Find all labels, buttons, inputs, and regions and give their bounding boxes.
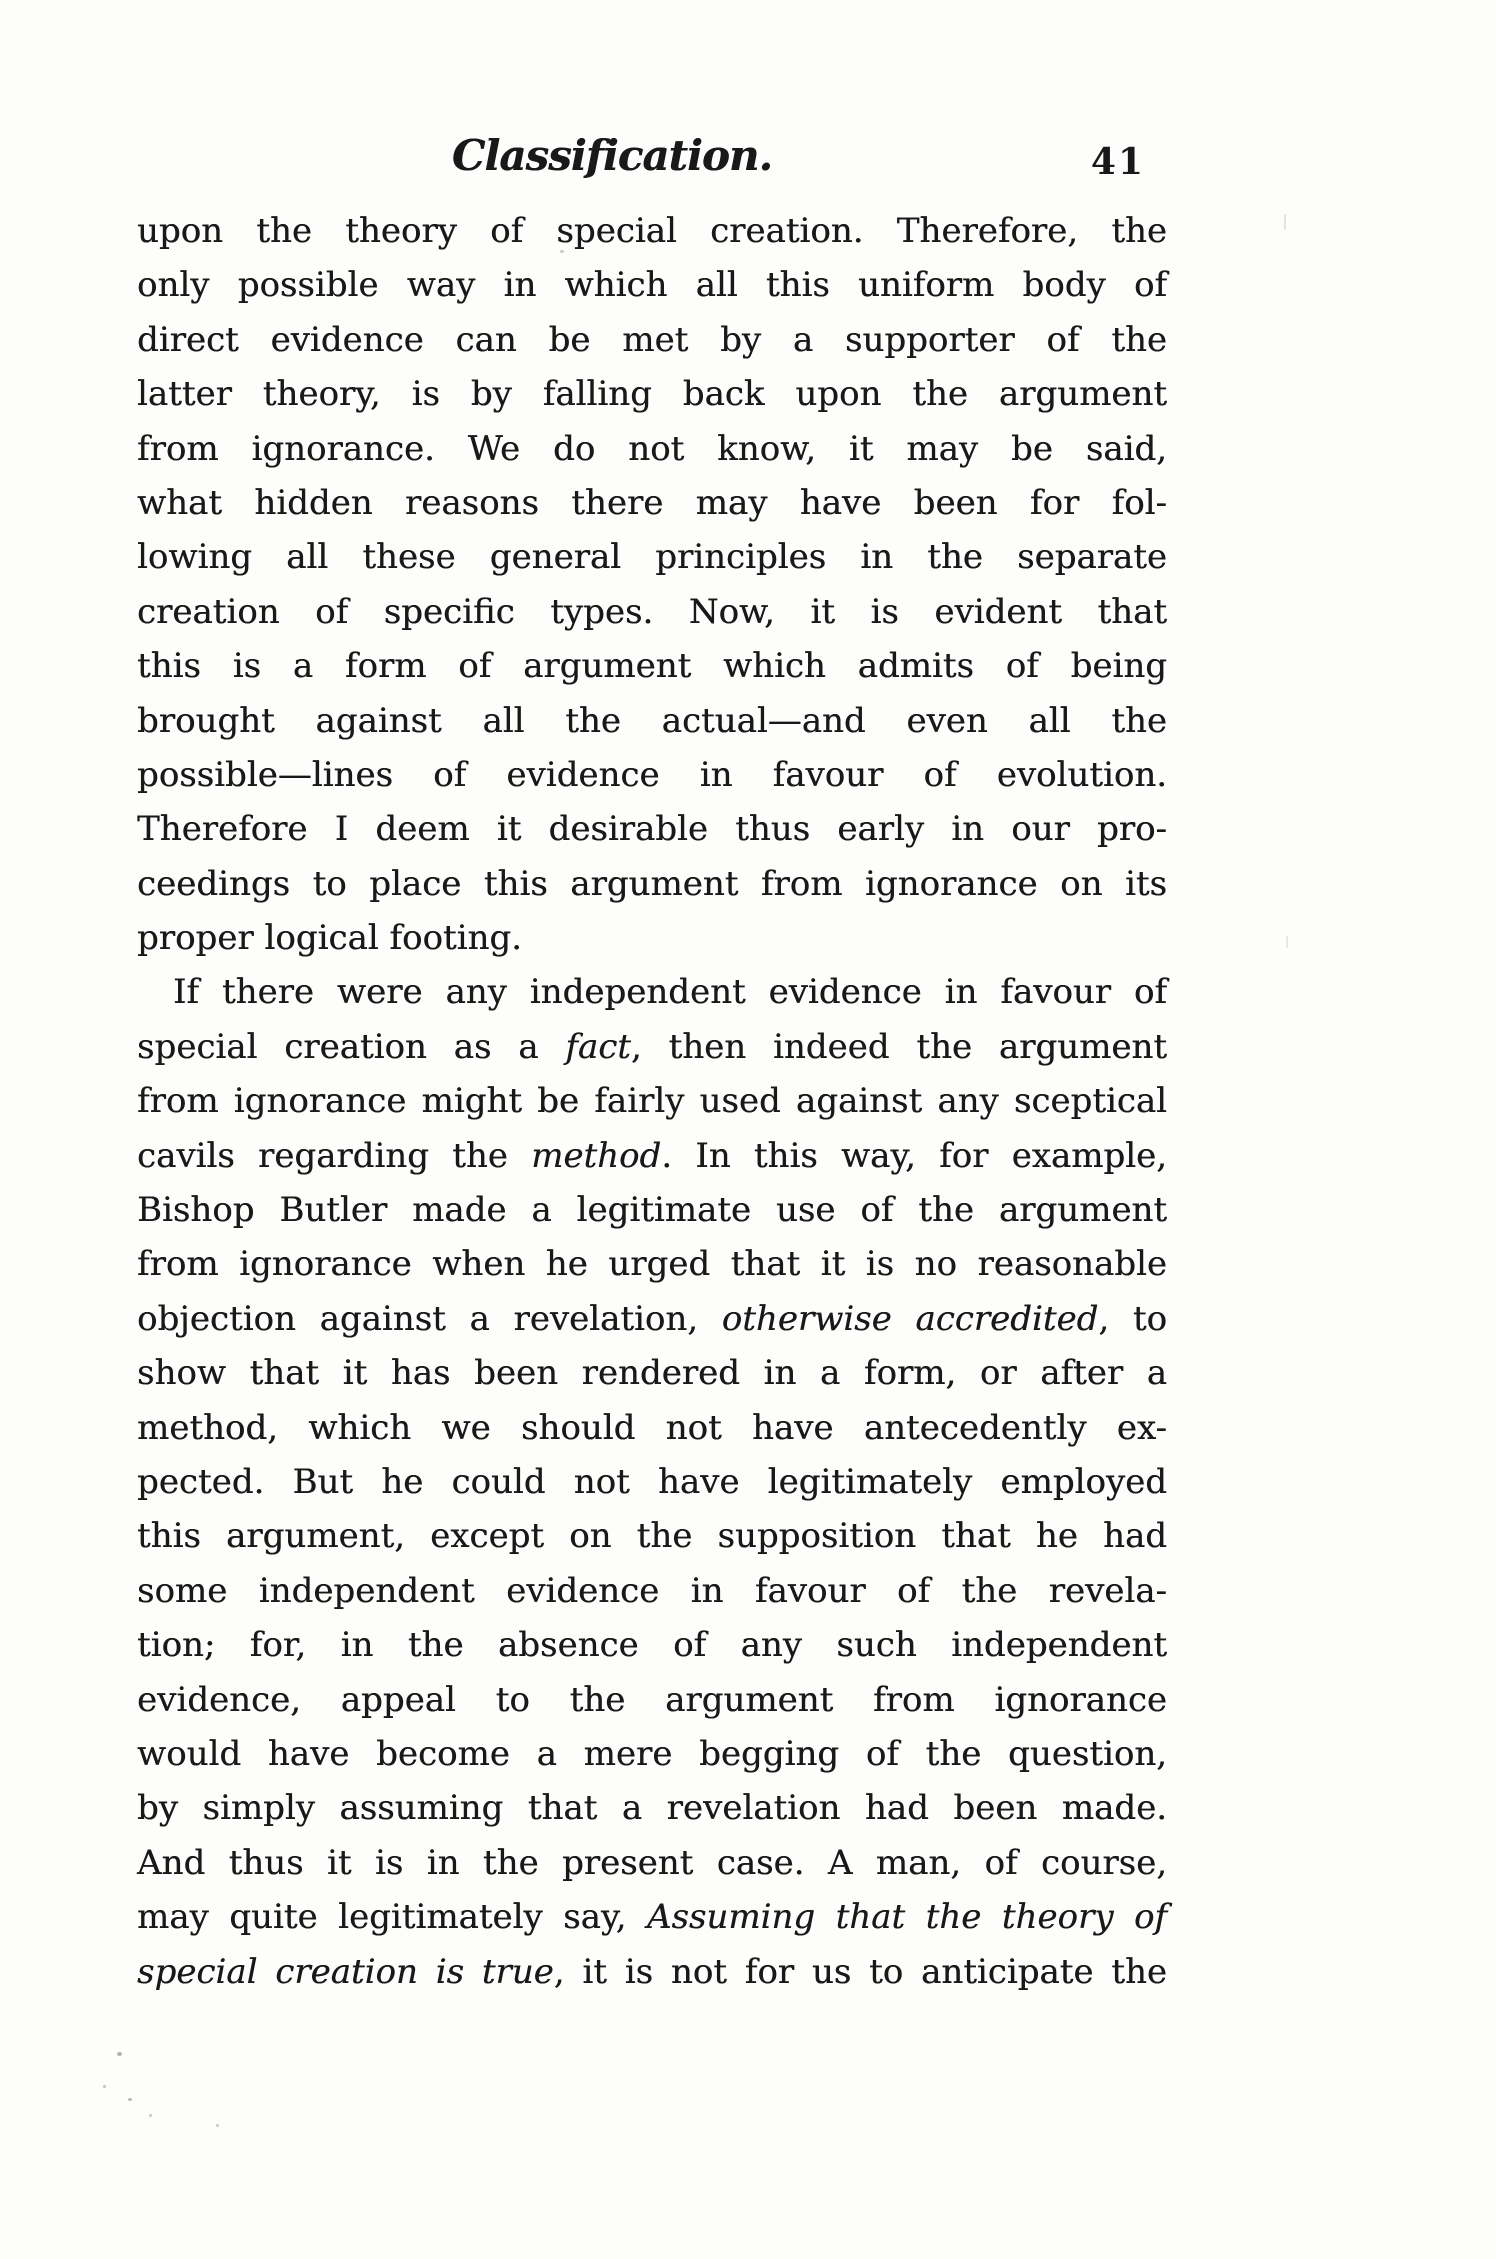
text-line [137,258,1167,312]
text-line [137,1020,1167,1074]
text-line [137,1564,1167,1618]
text-segment: direct evidence can be met by a supporter of the [137,319,1167,360]
text-segment: evidence, appeal to the argument from ignorance [137,1679,1167,1720]
text-line [137,367,1167,421]
text-segment: If there were any independent evidence in favour of [173,972,1167,1013]
text-segment: , to [1098,1298,1168,1339]
text-segment: special creation as a [137,1026,566,1067]
scan-artifact [149,2114,152,2117]
text-segment: creation of specific types. Now, it is evident that [137,591,1167,632]
text-line [137,530,1167,584]
text-segment: this argument, except on the supposition that he had [137,1516,1167,1557]
text-segment: method, which we should not have antecedently ex- [137,1407,1167,1448]
text-segment: from ignorance might be fairly used against any sceptical [137,1081,1167,1122]
text-segment: proper logical footing. [137,918,522,959]
text-line [137,1945,1167,1999]
text-line [137,857,1167,911]
paragraph [137,204,1167,965]
text-segment: possible—lines of evidence in favour of evolution. [137,754,1167,795]
text-line [137,1727,1167,1781]
text-line [137,1074,1167,1128]
text-line [137,1890,1167,1944]
text-line [137,1509,1167,1563]
text-segment: objection against a revelation, [137,1298,722,1339]
scan-artifact [216,2124,219,2127]
text-segment: Therefore I deem it desirable thus early in our pro- [137,809,1167,850]
text-line [137,1346,1167,1400]
italic-text-segment: Assuming that the theory of [646,1897,1167,1938]
text-line [137,1292,1167,1346]
text-segment: this is a form of argument which admits of being [137,646,1167,687]
text-line [137,802,1167,856]
text-line [137,1455,1167,1509]
page-header [137,128,1167,188]
text-line [137,639,1167,693]
text-segment: brought against all the actual—and even all the [137,700,1167,741]
text-line [137,694,1167,748]
text-line [137,204,1167,258]
text-segment: only possible way in which all this uniform body of [137,265,1167,306]
text-segment: may quite legitimately say, [137,1897,647,1938]
italic-text-segment: fact [565,1026,631,1067]
text-line [137,1781,1167,1835]
text-segment: , then indeed the argument [630,1026,1167,1067]
italic-text-segment: special creation is true [137,1951,554,1992]
text-line [137,1673,1167,1727]
text-line [137,911,1167,965]
text-segment: would have become a mere begging of the question, [137,1733,1167,1774]
text-segment: from ignorance when he urged that it is no reasonable [137,1244,1167,1285]
scan-artifact [1284,214,1286,230]
text-segment: tion; for, in the absence of any such independent [137,1625,1167,1666]
text-segment: upon the theory of special creation. Therefore, the [137,211,1167,251]
page-number: 41 [1090,141,1145,183]
text-segment: Bishop Butler made a legitimate use of the argument [137,1190,1167,1231]
text-segment: by simply assuming that a revelation had been made. [137,1788,1167,1829]
text-line [137,1618,1167,1672]
text-segment: ceedings to place this argument from ignorance on its [137,863,1167,904]
text-segment: show that it has been rendered in a form, or after a [137,1353,1167,1394]
text-segment: lowing all these general principles in the separate [137,537,1167,578]
text-line [137,1401,1167,1455]
text-line [137,965,1167,1019]
scan-artifact [117,2052,122,2056]
italic-text-segment: method [531,1135,662,1176]
text-segment: from ignorance. We do not know, it may be said, [137,428,1167,469]
text-segment: latter theory, is by falling back upon the argument [137,374,1167,415]
text-line [137,422,1167,476]
text-line [137,585,1167,639]
italic-text-segment: otherwise accredited [721,1298,1099,1339]
text-line [137,1836,1167,1890]
text-segment: what hidden reasons there may have been for fol- [137,482,1167,523]
paragraph [137,965,1167,1998]
text-segment: some independent evidence in favour of the revela- [137,1570,1167,1611]
scan-artifact [1286,936,1288,948]
scan-artifact [103,2085,106,2088]
text-segment: And thus it is in the present case. A man, of course, [137,1842,1167,1883]
text-line [137,1183,1167,1237]
page-body [137,204,1167,1999]
text-line [137,1237,1167,1291]
scan-artifact [560,250,564,253]
text-segment: pected. But he could not have legitimately employed [137,1461,1167,1502]
text-line [137,476,1167,530]
text-line [137,1129,1167,1183]
text-line [137,313,1167,367]
text-segment: , it is not for us to anticipate the [553,1951,1167,1992]
text-segment: cavils regarding the [137,1135,532,1176]
text-segment: . In this way, for example, [661,1135,1167,1176]
text-line [137,748,1167,802]
running-head-title: Classification. [451,131,773,180]
scan-artifact [128,2098,132,2101]
